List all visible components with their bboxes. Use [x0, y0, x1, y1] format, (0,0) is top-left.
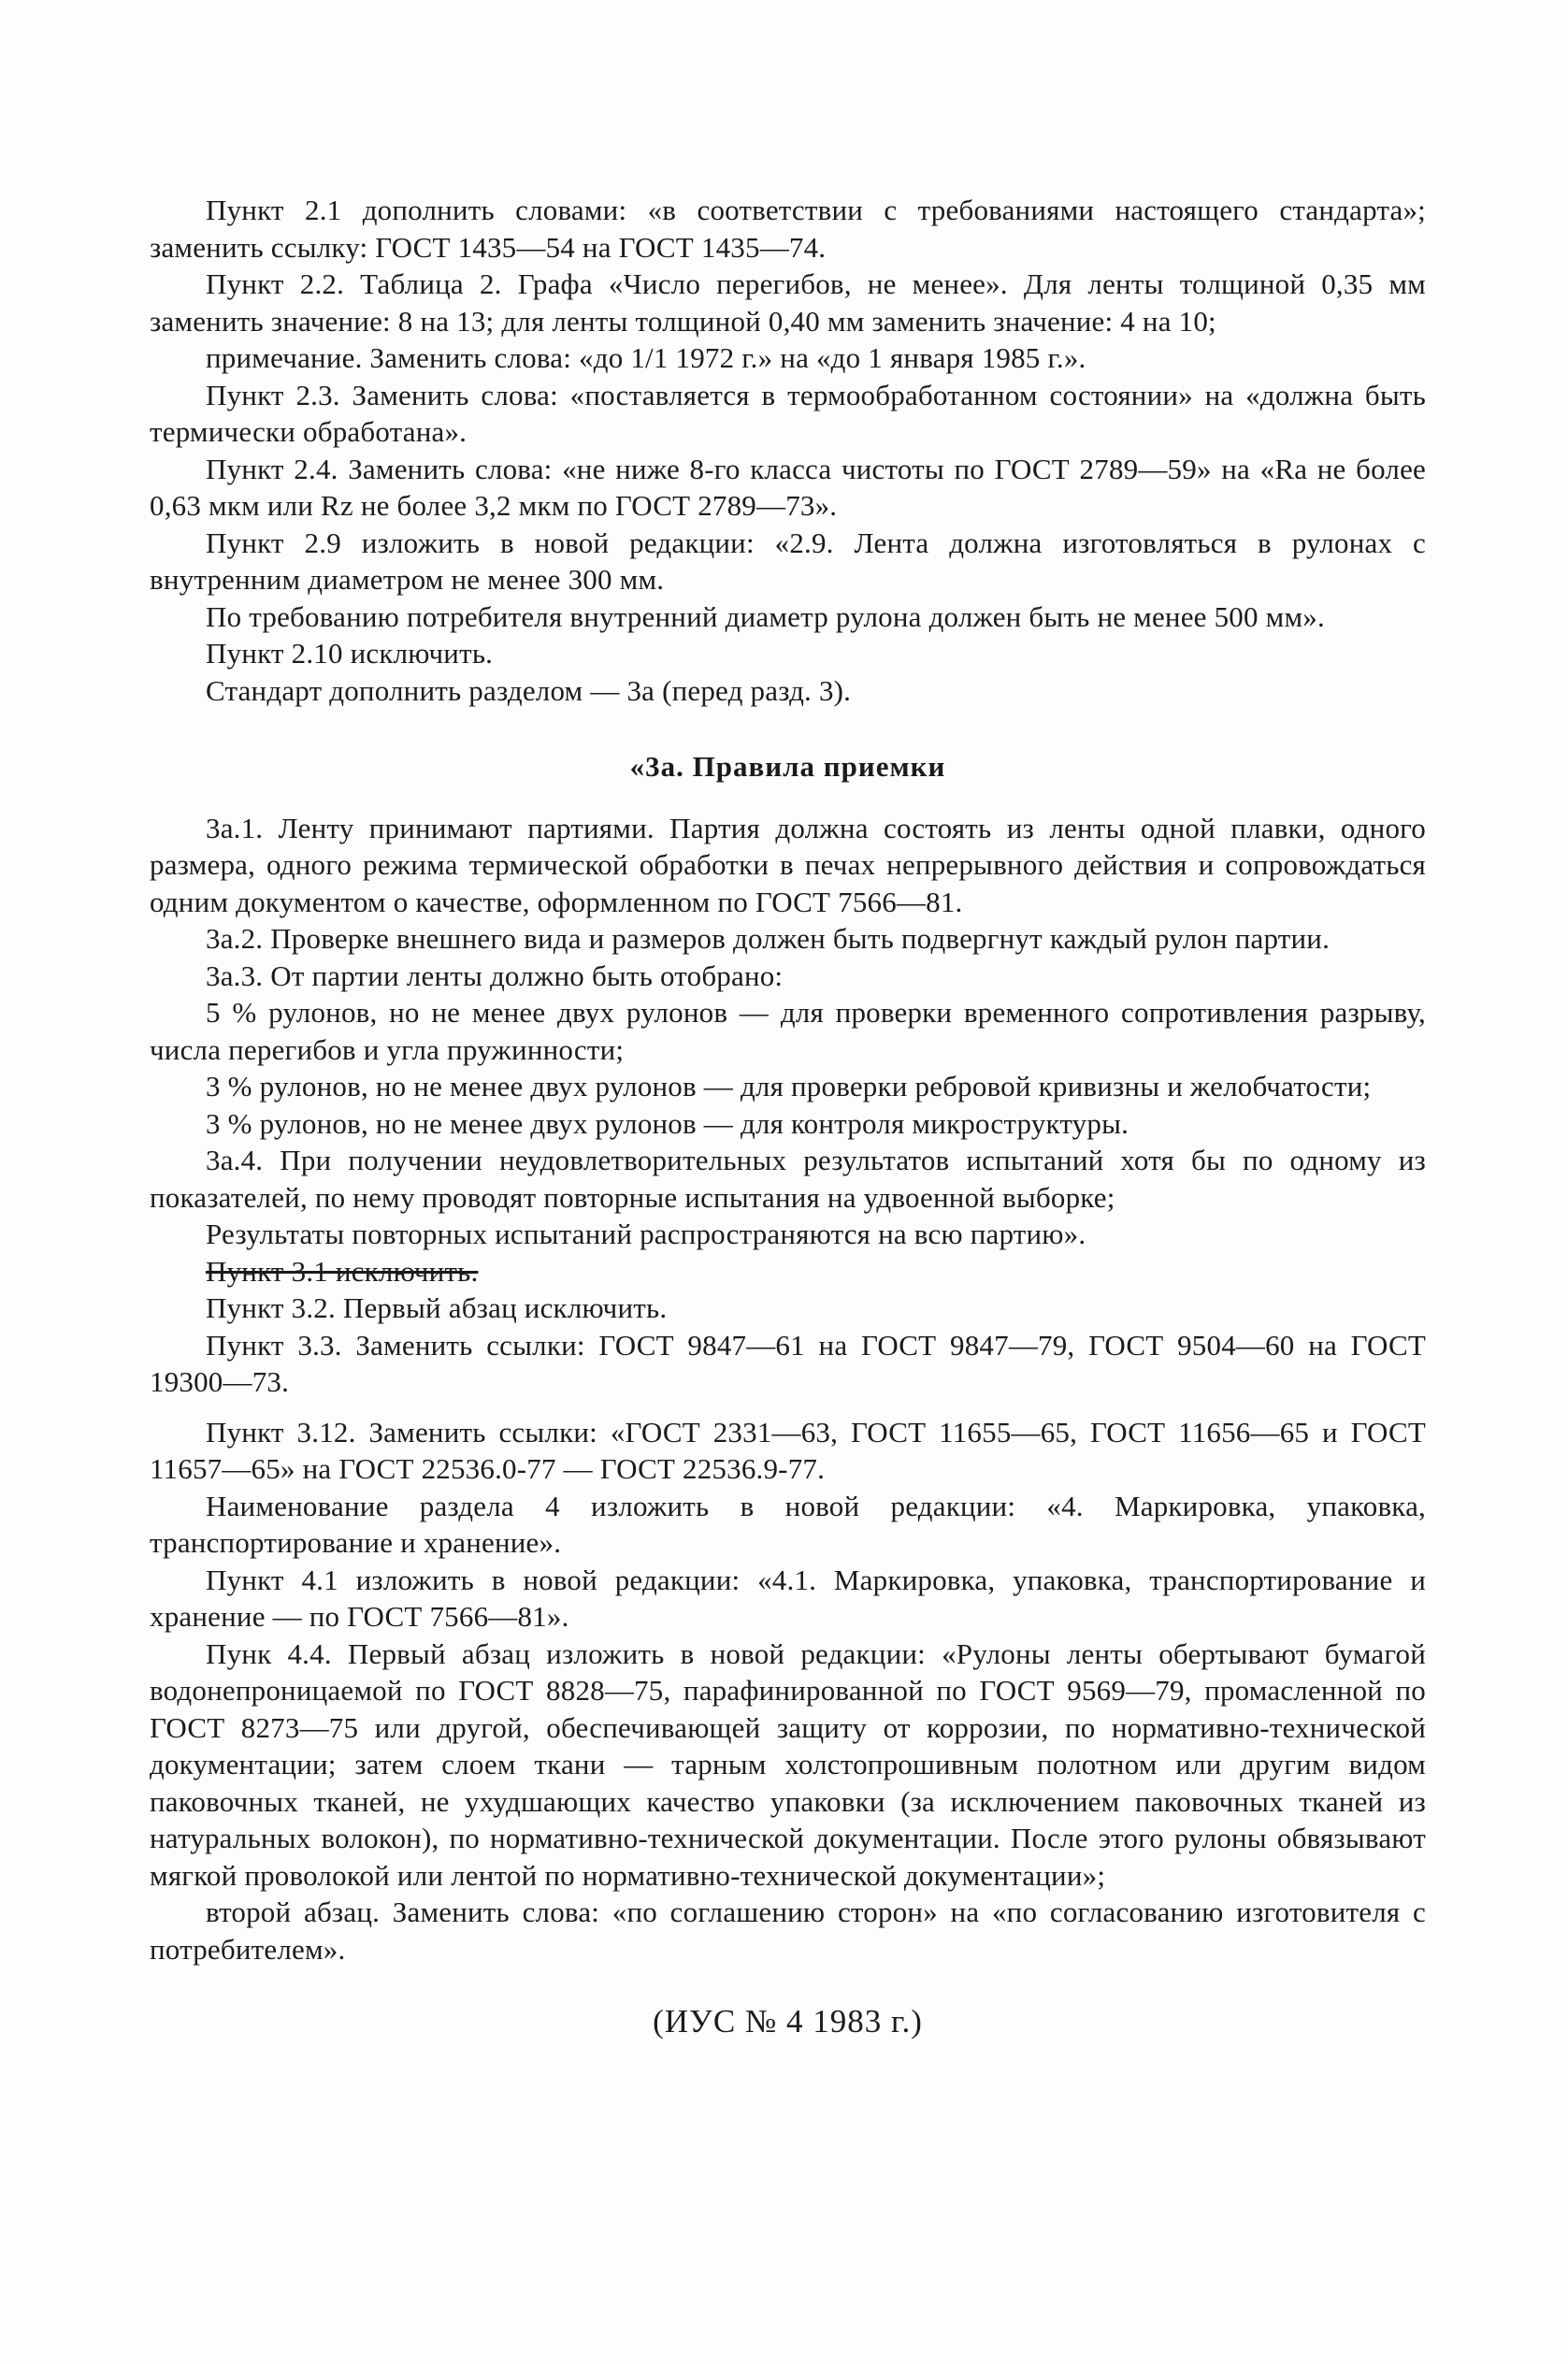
paragraph-3-1-struck: [150, 1253, 1426, 1290]
paragraph-section-4-title: Наименование раздела 4 изложить в новой редакции: «4. Маркировка, упаковка, транспортирование и хранение».: [150, 1489, 1426, 1559]
section-3a-heading: «3а. Правила приемки: [629, 750, 946, 783]
paragraph-3a-3-item-2: 3 % рулонов, но не менее двух рулонов — для проверки ребровой кривизны и желобчатости;: [206, 1070, 1372, 1103]
paragraph-2-4: Пункт 2.4. Заменить слова: «не ниже 8-го класса чистоты по ГОСТ 2789—59» на «Ra не более 0,63 мкм или Rz не более 3,2 мкм по ГОСТ 2789—73».: [150, 452, 1426, 522]
paragraph-3a-4-results: Результаты повторных испытаний распространяются на всю партию».: [206, 1218, 1086, 1250]
struck-text: Пункт 3.1 исключить.: [206, 1254, 479, 1288]
paragraph-2-3: Пункт 2.3. Заменить слова: «поставляется в термообработанном состоянии» на «должна быть термически обработана».: [150, 378, 1426, 448]
paragraph-3a-3-item-1: 5 % рулонов, но не менее двух рулонов — для проверки временного сопротивления разрыву, числа перегибов и угла пружинности;: [150, 996, 1426, 1066]
paragraph-3a-4: 3а.4. При получении неудовлетворительных результатов испытаний хотя бы по одному из показателей, по нему проводят повторные испытания на удвоенной выборке;: [150, 1144, 1426, 1214]
paragraph-2-9-continued: По требованию потребителя внутренний диаметр рулона должен быть не менее 500 мм».: [206, 599, 1325, 633]
paragraph-3-12: Пункт 3.12. Заменить ссылки: «ГОСТ 2331—63, ГОСТ 11655—65, ГОСТ 11656—65 и ГОСТ 11657—65» на ГОСТ 22536.0-77 — ГОСТ 22536.9-77.: [150, 1415, 1426, 1485]
paragraph-4-4-second: второй абзац. Заменить слова: «по соглашению сторон» на «по согласованию изготовителя с потребителем».: [150, 1896, 1426, 1966]
paragraph-add-section: Стандарт дополнить разделом — 3а (перед разд. 3).: [206, 673, 852, 707]
amendment-text: [150, 192, 1426, 2073]
paragraph-2-10: Пункт 2.10 исключить.: [206, 637, 494, 670]
paragraph-3-2: Пункт 3.2. Первый абзац исключить.: [206, 1291, 668, 1324]
paragraph-2-9: Пункт 2.9 изложить в новой редакции: «2.9. Лента должна изготовляться в рулонах с внутренним диаметром не менее 300 мм.: [150, 526, 1426, 596]
paragraph-4-4: Пунк 4.4. Первый абзац изложить в новой редакции: «Рулоны ленты обертывают бумагой водонепроницаемой по ГОСТ 8828—75, парафинированной по ГОСТ 9569—79, промасленной по ГОСТ 8273—75 или другой, обеспечивающей защиту от коррозии, по нормативно-технической документации; затем слоем ткани — тарным холстопрошивным полотном или другим видом паковочных тканей, не ухудшающих качество упаковки (за исключением паковочных тканей из натуральных волокон), по нормативно-технической документации. После этого рулоны обвязывают мягкой проволокой или лентой по нормативно-технической документации»;: [150, 1636, 1426, 1892]
paragraph-3a-3: 3а.3. От партии ленты должно быть отобрано:: [206, 959, 784, 992]
paragraph-2-2-note: примечание. Заменить слова: «до 1/1 1972 г.» на «до 1 января 1985 г.».: [206, 341, 1086, 374]
paragraph-4-1: Пункт 4.1 изложить в новой редакции: «4.1. Маркировка, упаковка, транспортирование и хранение — по ГОСТ 7566—81».: [150, 1563, 1426, 1633]
paragraph-3a-3-item-3: 3 % рулонов, но не менее двух рулонов — для контроля микроструктуры.: [206, 1106, 1129, 1140]
paragraph-3-3: Пункт 3.3. Заменить ссылки: ГОСТ 9847—61 на ГОСТ 9847—79, ГОСТ 9504—60 на ГОСТ 19300—73.: [150, 1328, 1426, 1398]
source-reference: (ИУС № 4 1983 г.): [653, 2003, 923, 2040]
paragraph-3a-1: 3а.1. Ленту принимают партиями. Партия должна состоять из ленты одной плавки, одного размера, одного режима термической обработки в печах непрерывного действия и сопровождаться одним документом о качестве, оформленном по ГОСТ 7566—81.: [150, 811, 1426, 918]
paragraph-3a-2: 3а.2. Проверке внешнего вида и размеров должен быть подвергнут каждый рулон партии.: [206, 922, 1331, 955]
paragraph-2-2: Пункт 2.2. Таблица 2. Графа «Число перегибов, не менее». Для ленты толщиной 0,35 мм заменить значение: 8 на 13; для ленты толщиной 0,40 мм заменить значение: 4 на 10;: [150, 267, 1426, 338]
paragraph-2-1: Пункт 2.1 дополнить словами: «в соответствии с требованиями настоящего стандарта»; заменить ссылку: ГОСТ 1435—54 на ГОСТ 1435—74.: [150, 194, 1426, 264]
